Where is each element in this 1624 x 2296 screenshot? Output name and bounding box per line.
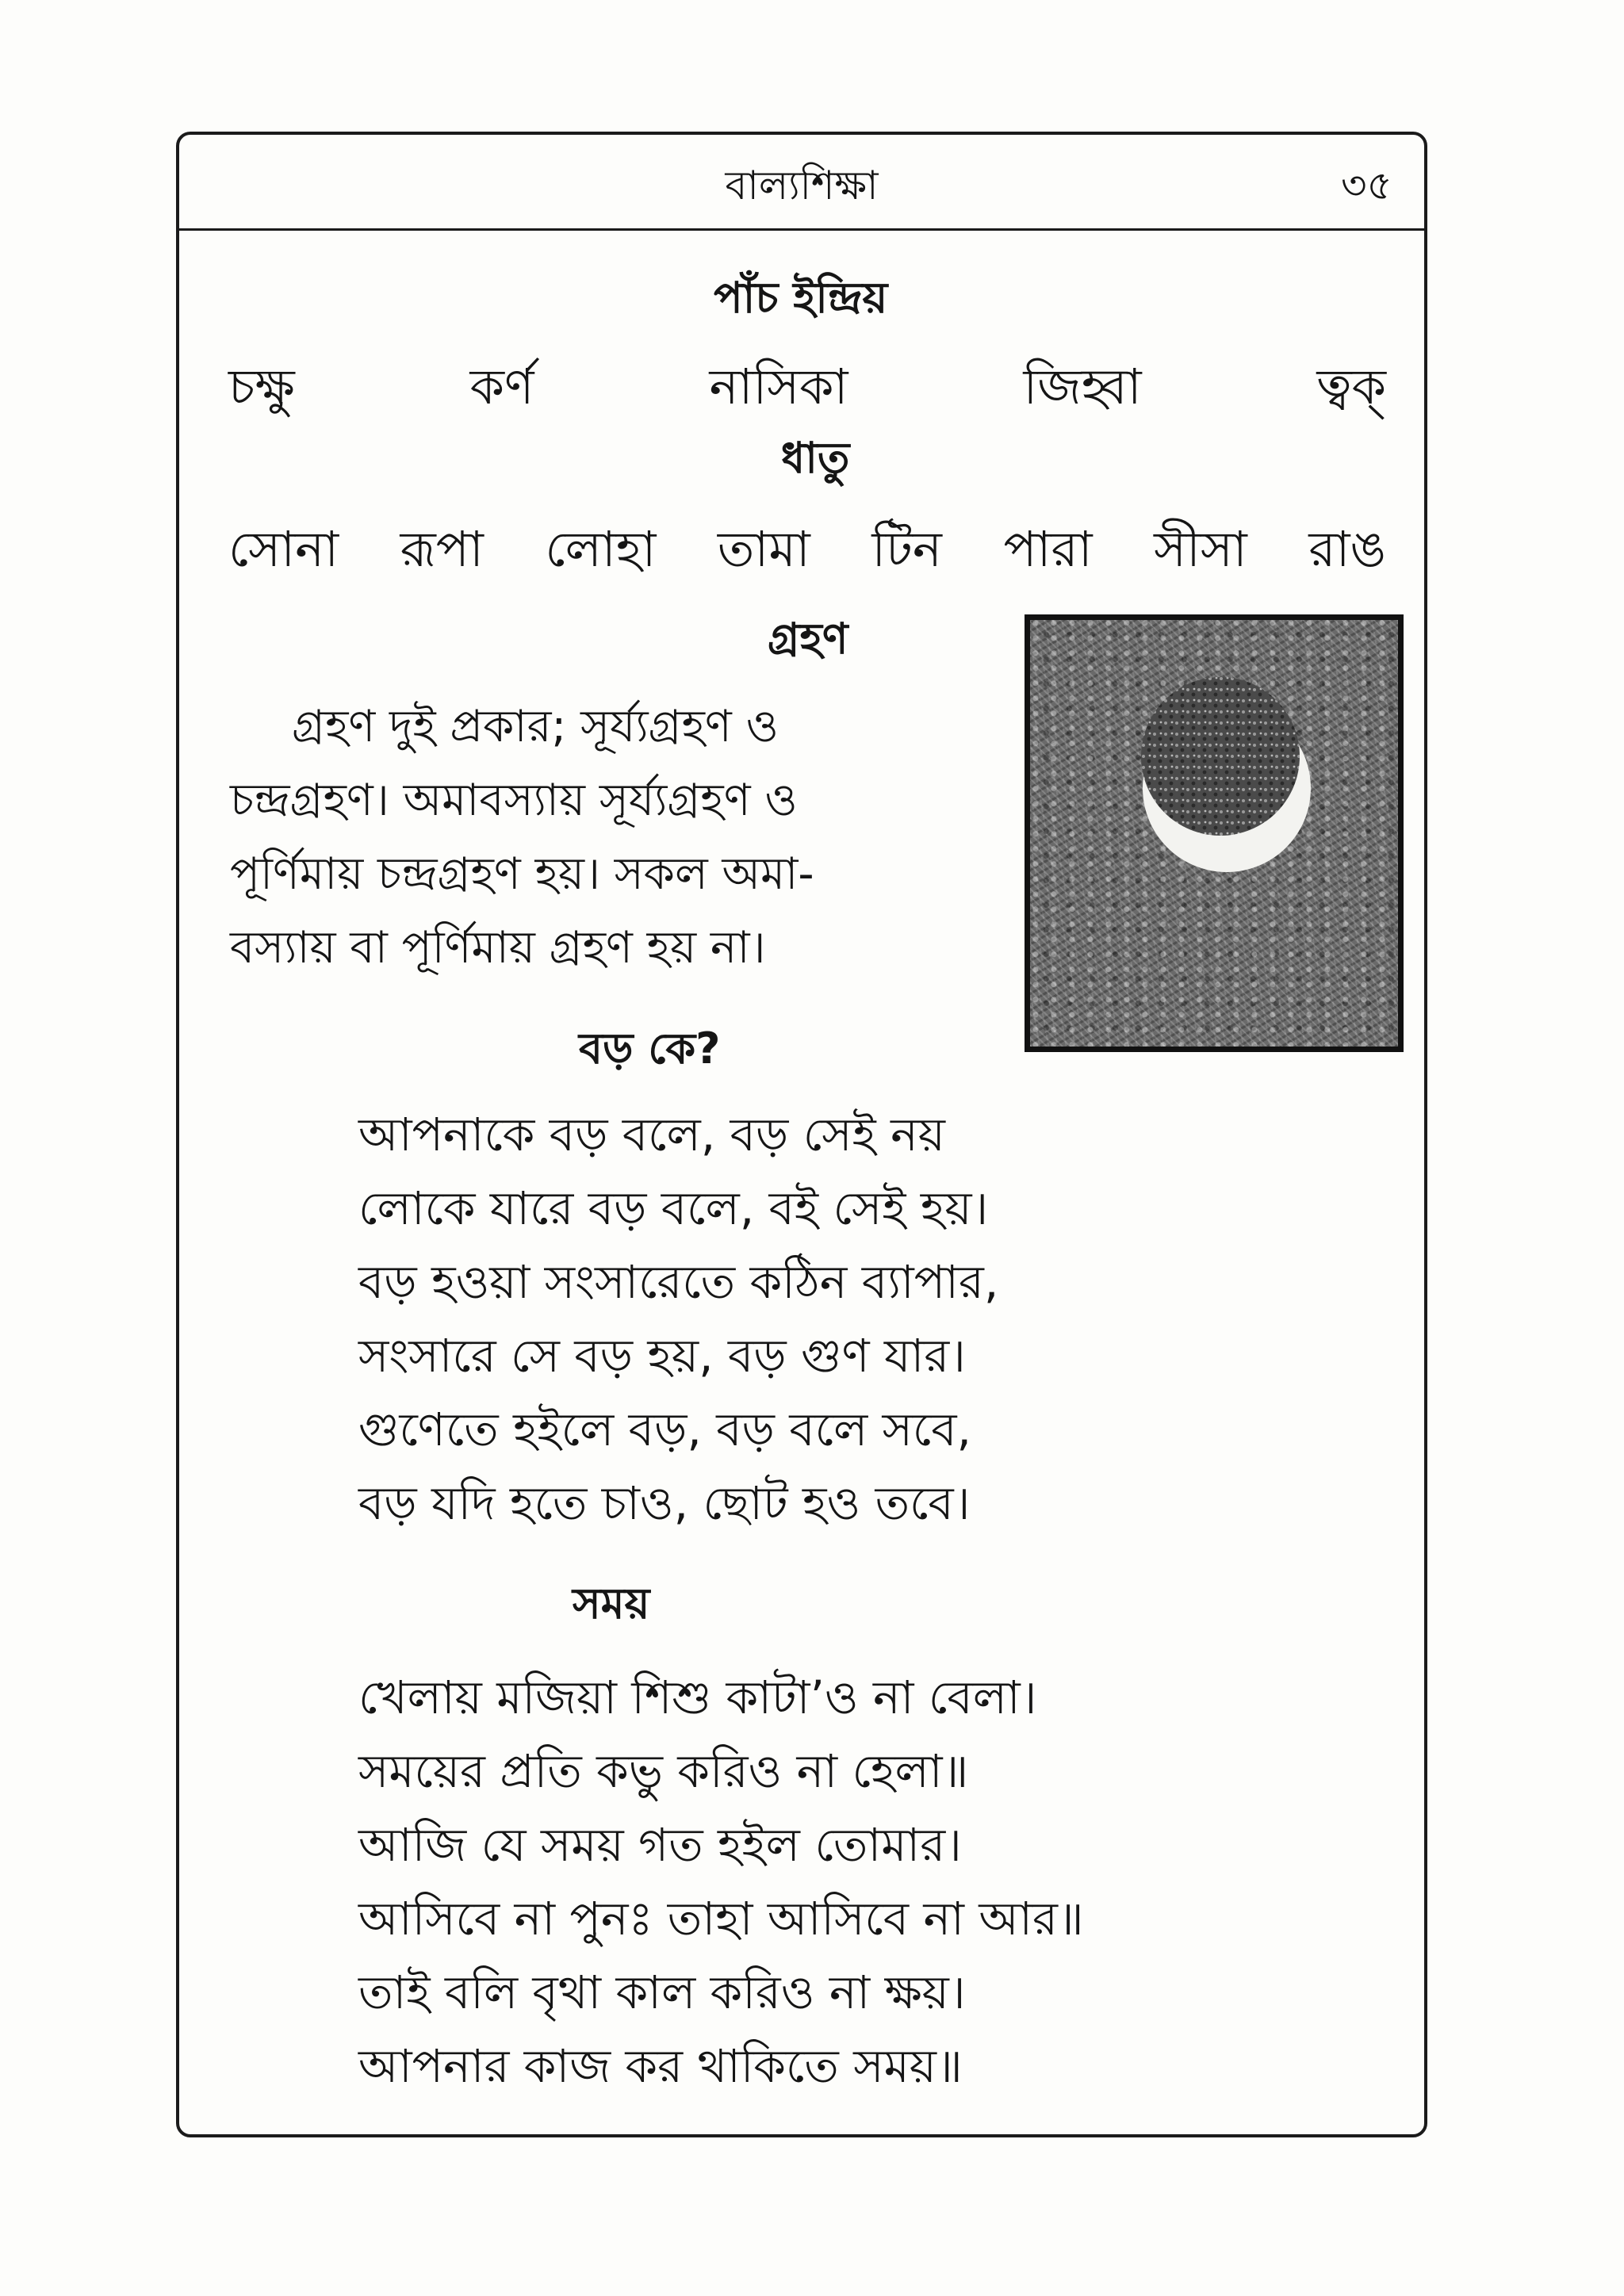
- book-title: বাল্যশিক্ষা: [725, 163, 879, 209]
- sense-item: জিহ্বা: [1023, 358, 1142, 415]
- poem-line: তাই বলি বৃথা কাল করিও না ক্ষয়।: [358, 1965, 966, 2019]
- sense-item: চক্ষু: [228, 358, 295, 415]
- poem-line: বড় হওয়া সংসারেতে কঠিন ব্যাপার,: [358, 1255, 999, 1309]
- senses-list: [228, 357, 1386, 417]
- sense-item: কর্ণ: [469, 358, 534, 415]
- metal-item: সীসা: [1154, 520, 1247, 578]
- metal-item: টিন: [871, 520, 942, 578]
- eclipse-heading: গ্রহণ: [768, 614, 848, 664]
- sense-item: নাসিকা: [709, 358, 848, 415]
- eclipse-line: গ্রহণ দুই প্রকার; সূর্য্যগ্রহণ ও: [292, 701, 779, 752]
- poem-line: লোকে যারে বড় বলে, বই সেই হয়।: [358, 1181, 989, 1235]
- eclipse-paragraph: [230, 690, 814, 985]
- metal-item: লোহা: [545, 520, 657, 578]
- eclipse-line: পূর্ণিমায় চন্দ্রগ্রহণ হয়। সকল অমা-: [230, 848, 814, 900]
- page-number: ৩৫: [1341, 163, 1392, 209]
- poem-line: সংসারে সে বড় হয়, বড় গুণ যার।: [358, 1329, 966, 1383]
- eclipse-line: বস্যায় বা পূর্ণিমায় গ্রহণ হয় না।: [230, 922, 766, 974]
- senses-heading: পাঁচ ইন্দ্রিয়: [714, 273, 888, 323]
- poem-line: আপনাকে বড় বলে, বড় সেই নয়: [358, 1108, 945, 1161]
- time-poem: [358, 1661, 1084, 2103]
- poem-line: গুণেতে হইলে বড়, বড় বলে সবে,: [358, 1402, 971, 1456]
- poem-line: আপনার কাজ কর থাকিতে সময়॥: [358, 2039, 963, 2093]
- poem-line: বড় যদি হতে চাও, ছোট হও তবে।: [358, 1476, 971, 1530]
- crescent-eclipse-icon: [1030, 620, 1398, 1047]
- metals-list: [228, 519, 1386, 580]
- big-poem-heading: বড় কে?: [579, 1024, 721, 1073]
- poem-line: সময়ের প্রতি কভু করিও না হেলা॥: [358, 1744, 969, 1798]
- metal-item: রাঙ: [1308, 520, 1386, 578]
- metal-item: সোনা: [228, 520, 339, 578]
- poem-line: খেলায় মজিয়া শিশু কাটা’ও না বেলা।: [358, 1670, 1037, 1724]
- big-poem: [358, 1098, 998, 1540]
- poem-line: আজি যে সময় গত হইল তোমার।: [358, 1818, 962, 1872]
- sense-item: ত্বক্: [1316, 358, 1386, 415]
- time-poem-heading: সময়: [573, 1578, 650, 1628]
- metals-heading: ধাতু: [781, 433, 850, 483]
- metal-item: পারা: [1003, 520, 1093, 578]
- metal-item: রূপা: [400, 520, 484, 578]
- eclipse-illustration: [1025, 614, 1404, 1052]
- poem-line: আসিবে না পুনঃ তাহা আসিবে না আর॥: [358, 1892, 1084, 1946]
- eclipse-line: চন্দ্রগ্রহণ। অমাবস্যায় সূর্য্যগ্রহণ ও: [230, 775, 798, 826]
- metal-item: তামা: [717, 520, 810, 578]
- page-header: [179, 135, 1424, 231]
